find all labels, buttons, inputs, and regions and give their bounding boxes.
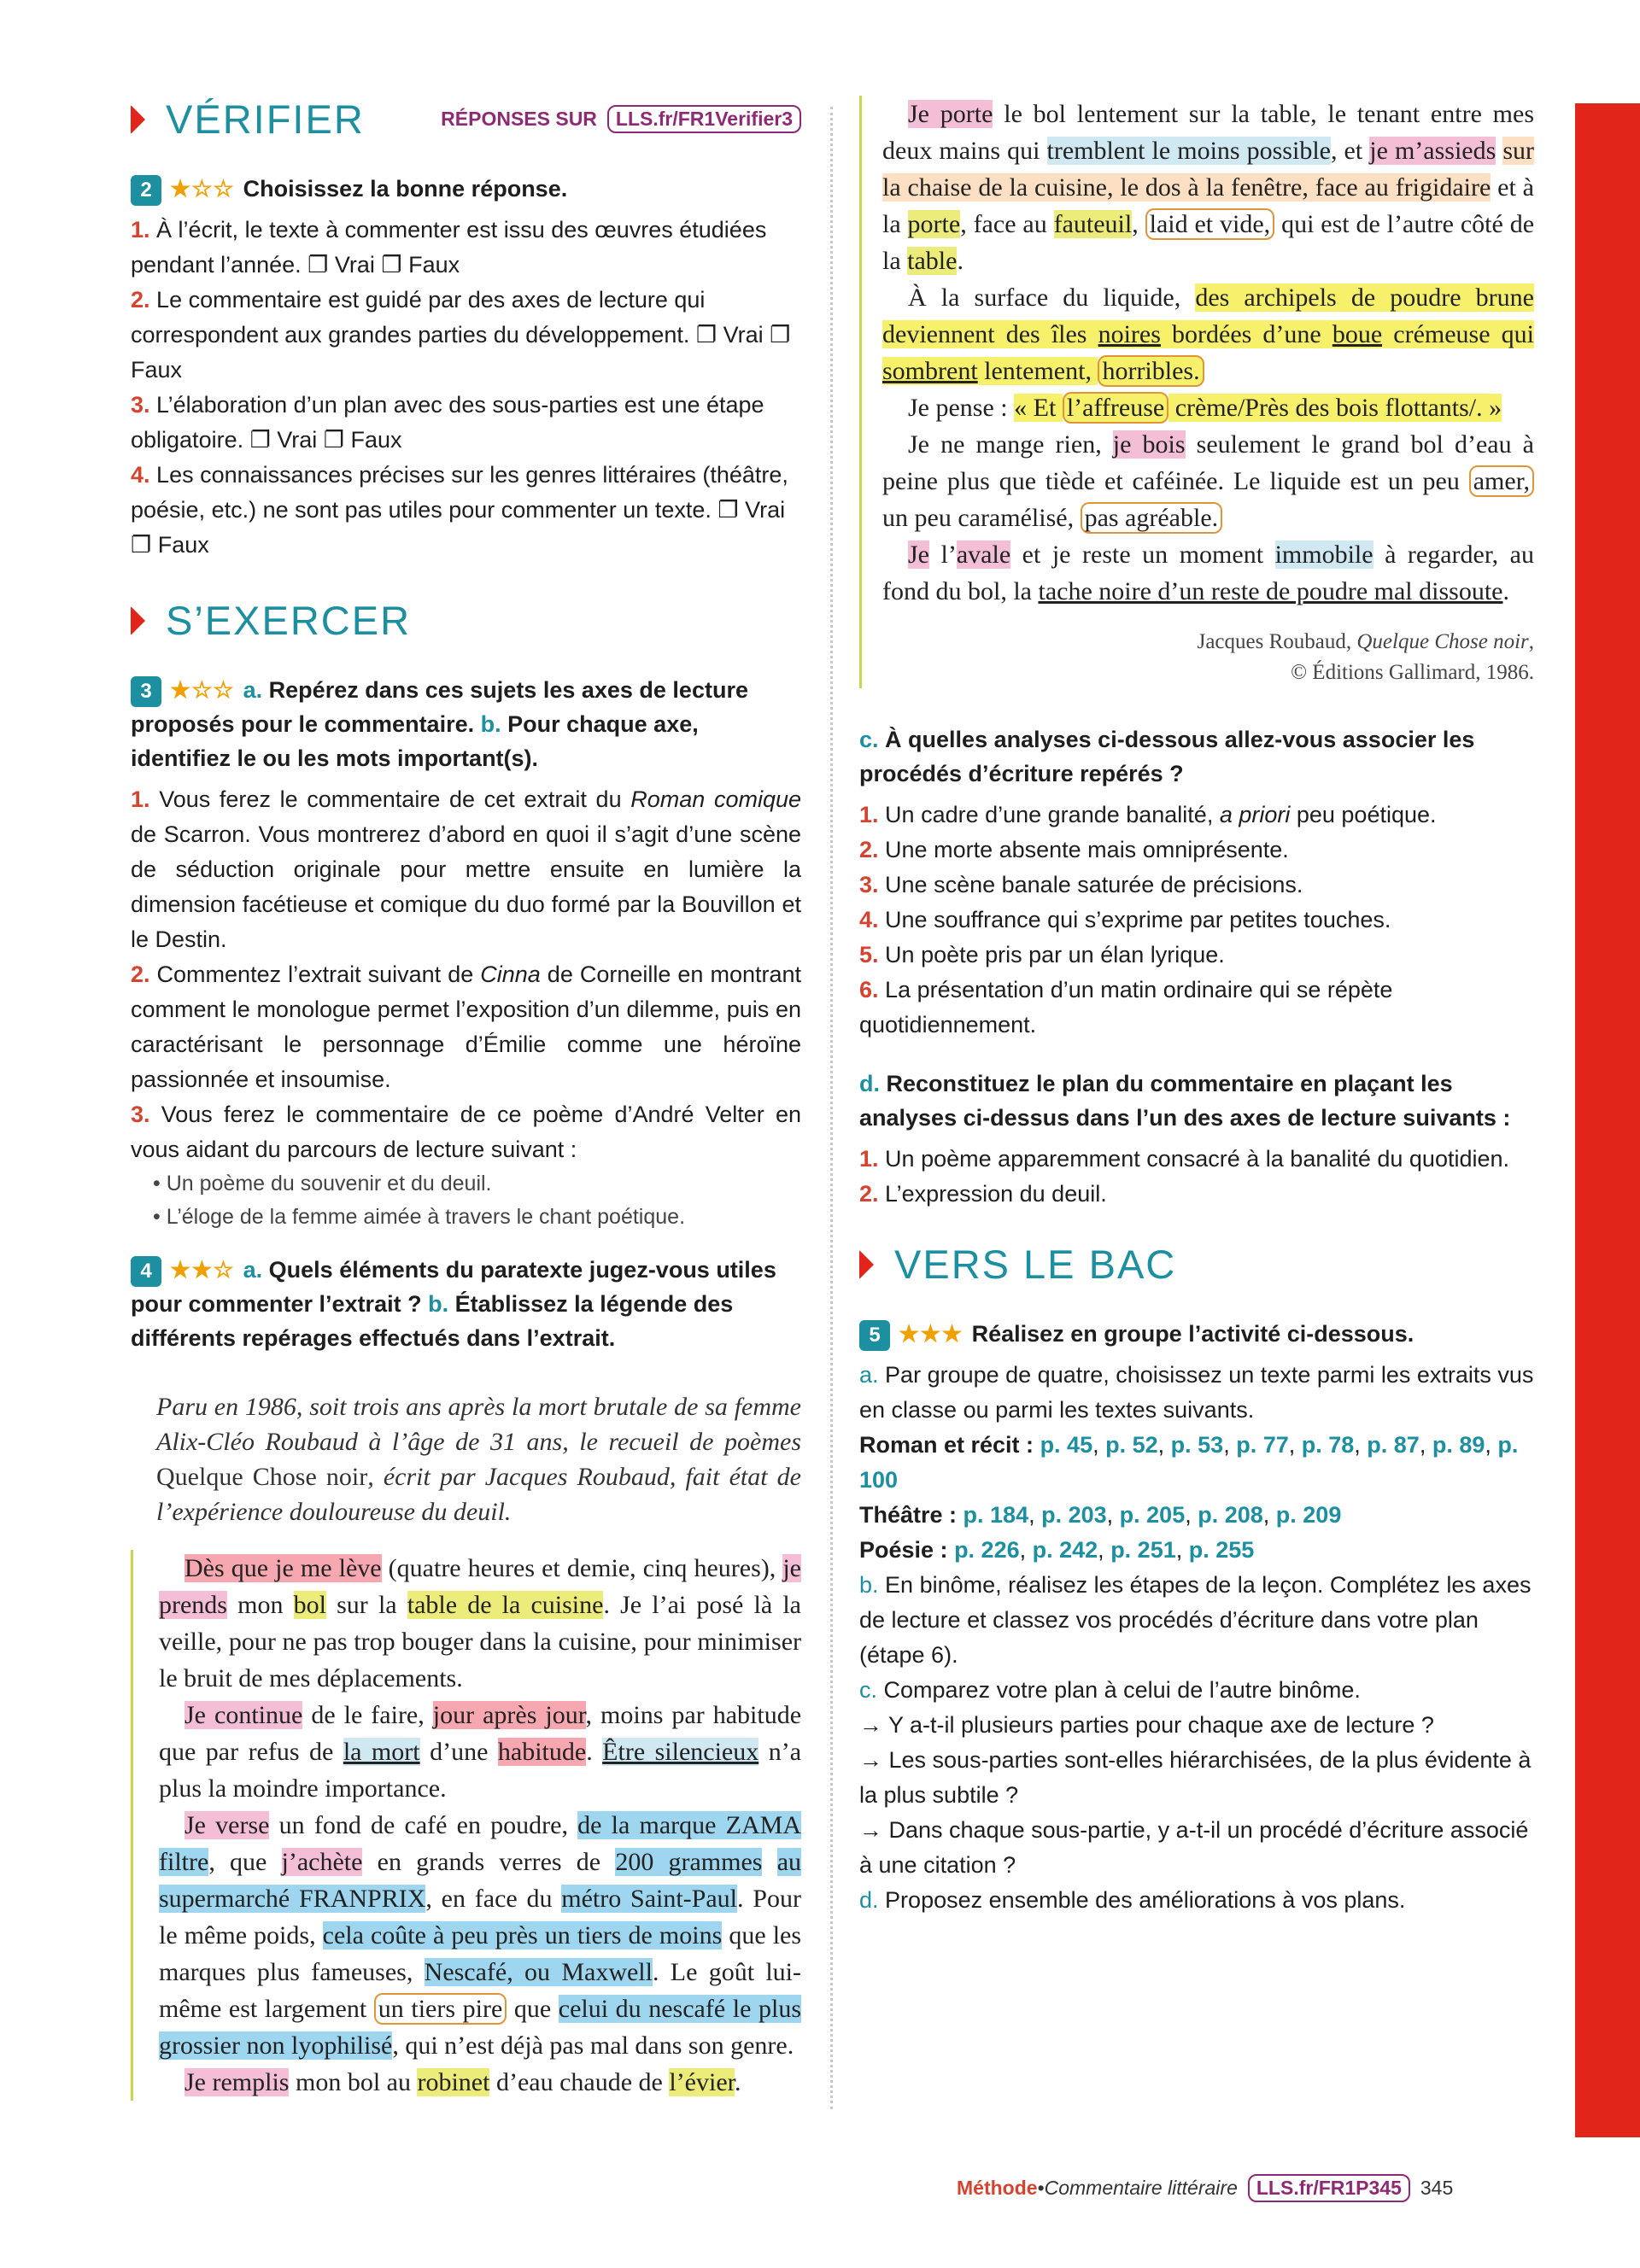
page-link[interactable]: p. 184 <box>963 1502 1029 1528</box>
paragraph: Je pense : « Et l’affreuse crème/Près des bois flottants/. » <box>908 394 1502 422</box>
list-item: 1. Vous ferez le commentaire de cet extrait du Roman comique de Scarron. Vous montrerez d’abord en quoi il s’agit d’une scène de séduction originale pour mettre ensuite en lumière la dimension facétieuse et comique du duo formé par la Bouvillon et le Destin. <box>131 786 802 952</box>
page-link[interactable]: p. 89 <box>1432 1432 1485 1458</box>
section-marker-icon <box>131 105 145 134</box>
difficulty-stars-icon: ★☆☆ <box>170 176 235 202</box>
list-item: 2. Le commentaire est guidé par des axes de lecture qui correspondent aux grandes parties du développement. ❐ Vrai ❐ Faux <box>131 287 791 383</box>
list-item: 4. Les connaissances précises sur les genres littéraires (théâtre, poésie, etc.) ne sont pas utiles pour commenter un texte. ❐ Vrai ❐ Faux <box>131 462 788 558</box>
axes-list <box>859 1142 1534 1212</box>
left-column <box>131 96 801 2101</box>
theatre-pages: Théâtre : p. 184, p. 203, p. 205, p. 208, p. 209 <box>859 1502 1342 1528</box>
list-item: 1. Un poème apparemment consacré à la banalité du quotidien. <box>859 1146 1510 1172</box>
list-item: 1. À l’écrit, le texte à commenter est issu des œuvres étudiées pendant l’année. ❐ Vrai ❐ Faux <box>131 217 767 278</box>
answers-link[interactable]: LLS.fr/FR1Verifier3 <box>607 105 801 133</box>
list-item: 2. Commentez l’extrait suivant de Cinna de Corneille en montrant comment le monologue permet l’exposition d’un dilemme, puis en caractérisant le personnage d’Émilie comme une héroïne passionnée et insoumise. <box>131 962 802 1092</box>
page-edge-band <box>1575 103 1640 2137</box>
exercise-5-header: 5 ★★★ Réalisez en groupe l’activité ci-dessous. <box>859 1317 1534 1351</box>
section-title: S’EXERCER <box>166 598 412 643</box>
page-link[interactable]: p. 52 <box>1105 1432 1158 1458</box>
reading-path <box>131 1167 801 1234</box>
exercise-3-items <box>131 782 801 1167</box>
footer-link[interactable]: LLS.fr/FR1P345 <box>1248 2174 1410 2202</box>
extract-introduction: Paru en 1986, soit trois ans après la mort brutale de sa femme Alix-Cléo Roubaud à l’âge de 31 ans, le recueil de poèmes Quelque Chose noir, écrit par Jacques Roubaud, fait état de l’expérience douloureuse du deuil. <box>156 1393 801 1526</box>
paragraph: Je continue de le faire, jour après jour, moins par habitude que par refus de la mort d’une habitude. Être silencieux n’a plus la moindre importance. <box>159 1701 802 1803</box>
paragraph: Je l’avale et je reste un moment immobile à regarder, au fond du bol, la tache noire d’un reste de poudre mal dissoute. <box>882 541 1534 605</box>
right-column <box>859 96 1534 1918</box>
list-item: → Les sous-parties sont-elles hiérarchisées, de la plus évidente à la plus subtile ? <box>859 1747 1532 1808</box>
difficulty-stars-icon: ★★☆ <box>170 1257 235 1283</box>
list-item: → Dans chaque sous-partie, y a-t-il un procédé d’écriture associé à une citation ? <box>859 1817 1529 1878</box>
paragraph: À la surface du liquide, des archipels de poudre brune deviennent des îles noires bordées d’une boue crémeuse qui sombrent lentement, horribles. <box>882 284 1534 385</box>
exercise-3-header: 3 ★☆☆ a. Repérez dans ces sujets les axes de lecture proposés pour le commentaire. b. Pour chaque axe, identifiez le ou les mots important(s). <box>131 677 748 771</box>
column-divider <box>830 107 833 2109</box>
page-link[interactable]: p. 78 <box>1301 1432 1355 1458</box>
list-item: 3. Vous ferez le commentaire de ce poème d’André Velter en vous aidant du parcours de lecture suivant : <box>131 1102 801 1162</box>
section-vers-le-bac <box>859 1241 1534 1288</box>
step-d: d. Proposez ensemble des améliorations à vos plans. <box>859 1887 1406 1913</box>
exercise-2-items <box>131 213 801 563</box>
paragraph: Je porte le bol lentement sur la table, le tenant entre mes deux mains qui tremblent le moins possible, et je m’assieds sur la chaise de la cuisine, le dos à la fenêtre, face au frigidaire et à la porte, face au fauteuil, laid et vide, qui est de l’autre côté de la table. <box>882 100 1535 275</box>
exercise-5-body <box>859 1358 1534 1918</box>
exercise-number: 2 <box>131 175 161 206</box>
list-item: 5. Un poète pris par un élan lyrique. <box>859 942 1225 967</box>
section-title: VERS LE BAC <box>894 1242 1177 1287</box>
page-link[interactable]: p. 242 <box>1032 1537 1098 1563</box>
page-link[interactable]: p. 208 <box>1198 1502 1263 1528</box>
exercise-number: 5 <box>859 1320 890 1351</box>
section-title: VÉRIFIER <box>166 96 365 142</box>
page-link[interactable]: p. 255 <box>1188 1537 1255 1563</box>
paragraph: Je verse un fond de café en poudre, de la marque ZAMA filtre, que j’achète en grands verres de 200 grammes au supermarché FRANPRIX, en face du métro Saint-Paul. Pour le même poids, cela coûte à peu près un tiers de moins que les marques plus fameuses, Nescafé, ou Maxwell. Le goût lui-même est largement un tiers pire que celui du nescafé le plus grossier non lyophilisé, qui n’est déjà pas mal dans son genre. <box>159 1811 802 2060</box>
exercise-4d-header: d. Reconstituez le plan du commentaire en plaçant les analyses ci-dessus dans l’un des axes de lecture suivants : <box>859 1071 1511 1131</box>
list-item: 2. L’expression du deuil. <box>859 1181 1107 1207</box>
step-a: a. Par groupe de quatre, choisissez un texte parmi les extraits vus en classe ou parmi les textes suivants. <box>859 1362 1534 1423</box>
list-item: 6. La présentation d’un matin ordinaire qui se répète quotidiennement. <box>859 977 1393 1038</box>
extract-text-right <box>859 96 1534 688</box>
paragraph: Je ne mange rien, je bois seulement le grand bol d’eau à peine plus que tiède et caféinée. Le liquide est un peu amer, un peu caramélisé, pas agréable. <box>882 430 1534 532</box>
list-item: 1. Un cadre d’une grande banalité, a priori peu poétique. <box>859 802 1437 827</box>
page-link[interactable]: p. 100 <box>859 1432 1519 1493</box>
extract-text-left <box>131 1550 801 2101</box>
analyses-list <box>859 798 1534 1043</box>
page-link[interactable]: p. 77 <box>1236 1432 1289 1458</box>
page-footer: Méthode • Commentaire littéraire LLS.fr/FR1P345 345 <box>957 2174 1453 2202</box>
list-item: 3. Une scène banale saturée de précisions. <box>859 872 1303 897</box>
page-link[interactable]: p. 203 <box>1041 1502 1107 1528</box>
paragraph: Je remplis mon bol au robinet d’eau chaude de l’évier. <box>184 2068 741 2096</box>
page-link[interactable]: p. 226 <box>954 1537 1020 1563</box>
section-marker-icon <box>859 1250 874 1279</box>
paragraph: Dès que je me lève (quatre heures et demie, cinq heures), je prends mon bol sur la table de la cuisine. Je l’ai posé là la veille, pour ne pas trop bouger dans la cuisine, pour minimiser le bruit de mes déplacements. <box>159 1554 801 1692</box>
answers-ref: RÉPONSES SUR LLS.fr/FR1Verifier3 <box>441 105 801 133</box>
exercise-2-header: 2 ★☆☆ Choisissez la bonne réponse. <box>131 172 801 206</box>
list-item: • Un poème du souvenir et du deuil. <box>153 1172 492 1195</box>
roman-pages: Roman et récit : p. 45, p. 52, p. 53, p. 77, p. 78, p. 87, p. 89, p. 100 <box>859 1432 1519 1493</box>
difficulty-stars-icon: ★☆☆ <box>170 677 235 703</box>
section-marker-icon <box>131 606 145 635</box>
page-link[interactable]: p. 45 <box>1040 1432 1093 1458</box>
exercise-number: 4 <box>131 1256 161 1287</box>
page-link[interactable]: p. 209 <box>1275 1502 1342 1528</box>
source-credit: Jacques Roubaud, Quelque Chose noir, © Éditions Gallimard, 1986. <box>1197 630 1534 684</box>
page-number: 345 <box>1420 2177 1454 2199</box>
list-item: 4. Une souffrance qui s’exprime par petites touches. <box>859 907 1391 932</box>
list-item: • L’éloge de la femme aimée à travers le chant poétique. <box>153 1205 686 1229</box>
poesie-pages: Poésie : p. 226, p. 242, p. 251, p. 255 <box>859 1537 1255 1563</box>
page-link[interactable]: p. 251 <box>1110 1537 1176 1563</box>
step-c: c. Comparez votre plan à celui de l’autre binôme. <box>859 1677 1361 1703</box>
step-b: b. En binôme, réalisez les étapes de la leçon. Complétez les axes de lecture et classez vos procédés d’écriture dans votre plan (étape 6). <box>859 1572 1532 1668</box>
page-link[interactable]: p. 53 <box>1170 1432 1224 1458</box>
list-item: 2. Une morte absente mais omniprésente. <box>859 837 1289 862</box>
exercise-4-header: 4 ★★☆ a. Quels éléments du paratexte jugez-vous utiles pour commenter l’extrait ? b. Établissez la légende des différents repérages effectués dans l’extrait. <box>131 1257 776 1351</box>
list-item: 3. L’élaboration d’un plan avec des sous-parties est une étape obligatoire. ❐ Vrai ❐ Faux <box>131 392 764 453</box>
list-item: → Y a-t-il plusieurs parties pour chaque axe de lecture ? <box>859 1712 1434 1738</box>
page-link[interactable]: p. 205 <box>1119 1502 1186 1528</box>
section-verifier <box>131 96 801 143</box>
page-link[interactable]: p. 87 <box>1367 1432 1420 1458</box>
exercise-4c-header: c. À quelles analyses ci-dessous allez-vous associer les procédés d’écriture repérés ? <box>859 727 1475 786</box>
difficulty-stars-icon: ★★★ <box>899 1321 964 1347</box>
exercise-number: 3 <box>131 676 161 707</box>
section-exercer <box>131 597 801 644</box>
